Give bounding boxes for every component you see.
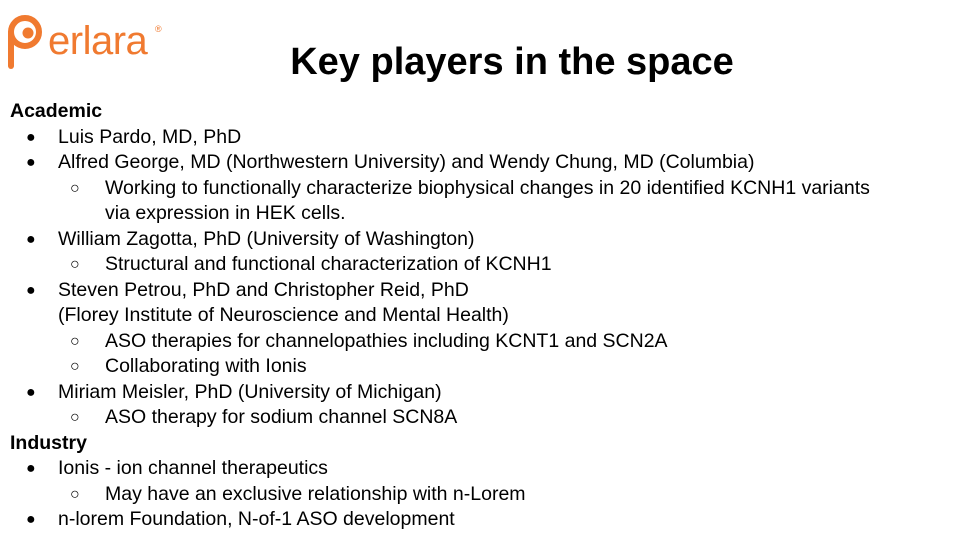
sub-list-item bbox=[10, 354, 950, 380]
sub-list-item-text: Structural and functional characterization of KCNH1 bbox=[105, 253, 552, 275]
sub-list-item bbox=[10, 482, 950, 508]
sub-list-item bbox=[10, 176, 950, 202]
industry-heading: Industry bbox=[10, 431, 87, 454]
sub-list-item bbox=[10, 329, 950, 355]
list-item-text: Miriam Meisler, PhD (University of Michigan) bbox=[58, 380, 442, 403]
sub-list-item bbox=[10, 405, 950, 431]
hollow-bullet: ○ bbox=[70, 256, 80, 273]
list-item bbox=[10, 278, 950, 304]
filled-bullet: ● bbox=[26, 511, 36, 528]
list-item-text: William Zagotta, PhD (University of Washington) bbox=[58, 227, 475, 250]
list-item-text: Alfred George, MD (Northwestern University) and Wendy Chung, MD (Columbia) bbox=[58, 151, 755, 173]
list-item bbox=[10, 456, 950, 482]
slide-content bbox=[10, 99, 950, 533]
hollow-bullet: ○ bbox=[70, 358, 80, 375]
list-item bbox=[10, 150, 950, 176]
hollow-bullet: ○ bbox=[70, 179, 80, 197]
sub-list-item-text: Collaborating with Ionis bbox=[105, 355, 307, 377]
list-item bbox=[10, 380, 950, 406]
hollow-bullet: ○ bbox=[70, 332, 80, 350]
list-item bbox=[10, 507, 950, 533]
sub-list-item bbox=[10, 252, 950, 278]
logo-wordmark: erlara bbox=[48, 19, 148, 63]
filled-bullet: ● bbox=[26, 383, 36, 401]
hollow-bullet: ○ bbox=[70, 485, 80, 503]
sub-list-item-text: ASO therapies for channelopathies including KCNT1 and SCN2A bbox=[105, 329, 668, 352]
slide-title: Key players in the space bbox=[290, 41, 734, 83]
sub-list-item-continuation: via expression in HEK cells. bbox=[105, 202, 346, 224]
list-item-text: Luis Pardo, MD, PhD bbox=[58, 125, 242, 148]
list-item bbox=[10, 125, 950, 151]
list-item-text: Ionis - ion channel therapeutics bbox=[58, 457, 328, 479]
sub-list-item-text: Working to functionally characterize biophysical changes in 20 identified KCNH1 variants bbox=[105, 176, 870, 199]
sub-list-item-text: ASO therapy for sodium channel SCN8A bbox=[105, 406, 458, 428]
list-item-continuation: (Florey Institute of Neuroscience and Mental Health) bbox=[58, 304, 509, 326]
list-item bbox=[10, 227, 950, 253]
filled-bullet: ● bbox=[26, 154, 36, 171]
filled-bullet: ● bbox=[26, 230, 36, 248]
hollow-bullet: ○ bbox=[70, 409, 80, 426]
filled-bullet: ● bbox=[26, 460, 36, 477]
registered-mark: ® bbox=[155, 24, 162, 34]
filled-bullet: ● bbox=[26, 128, 36, 146]
list-item-text: Steven Petrou, PhD and Christopher Reid, PhD bbox=[58, 278, 469, 301]
list-item-text: n-lorem Foundation, N-of-1 ASO development bbox=[58, 508, 455, 530]
sub-list-item-text: May have an exclusive relationship with n-Lorem bbox=[105, 482, 526, 505]
filled-bullet: ● bbox=[26, 281, 36, 299]
academic-heading: Academic bbox=[10, 100, 103, 122]
